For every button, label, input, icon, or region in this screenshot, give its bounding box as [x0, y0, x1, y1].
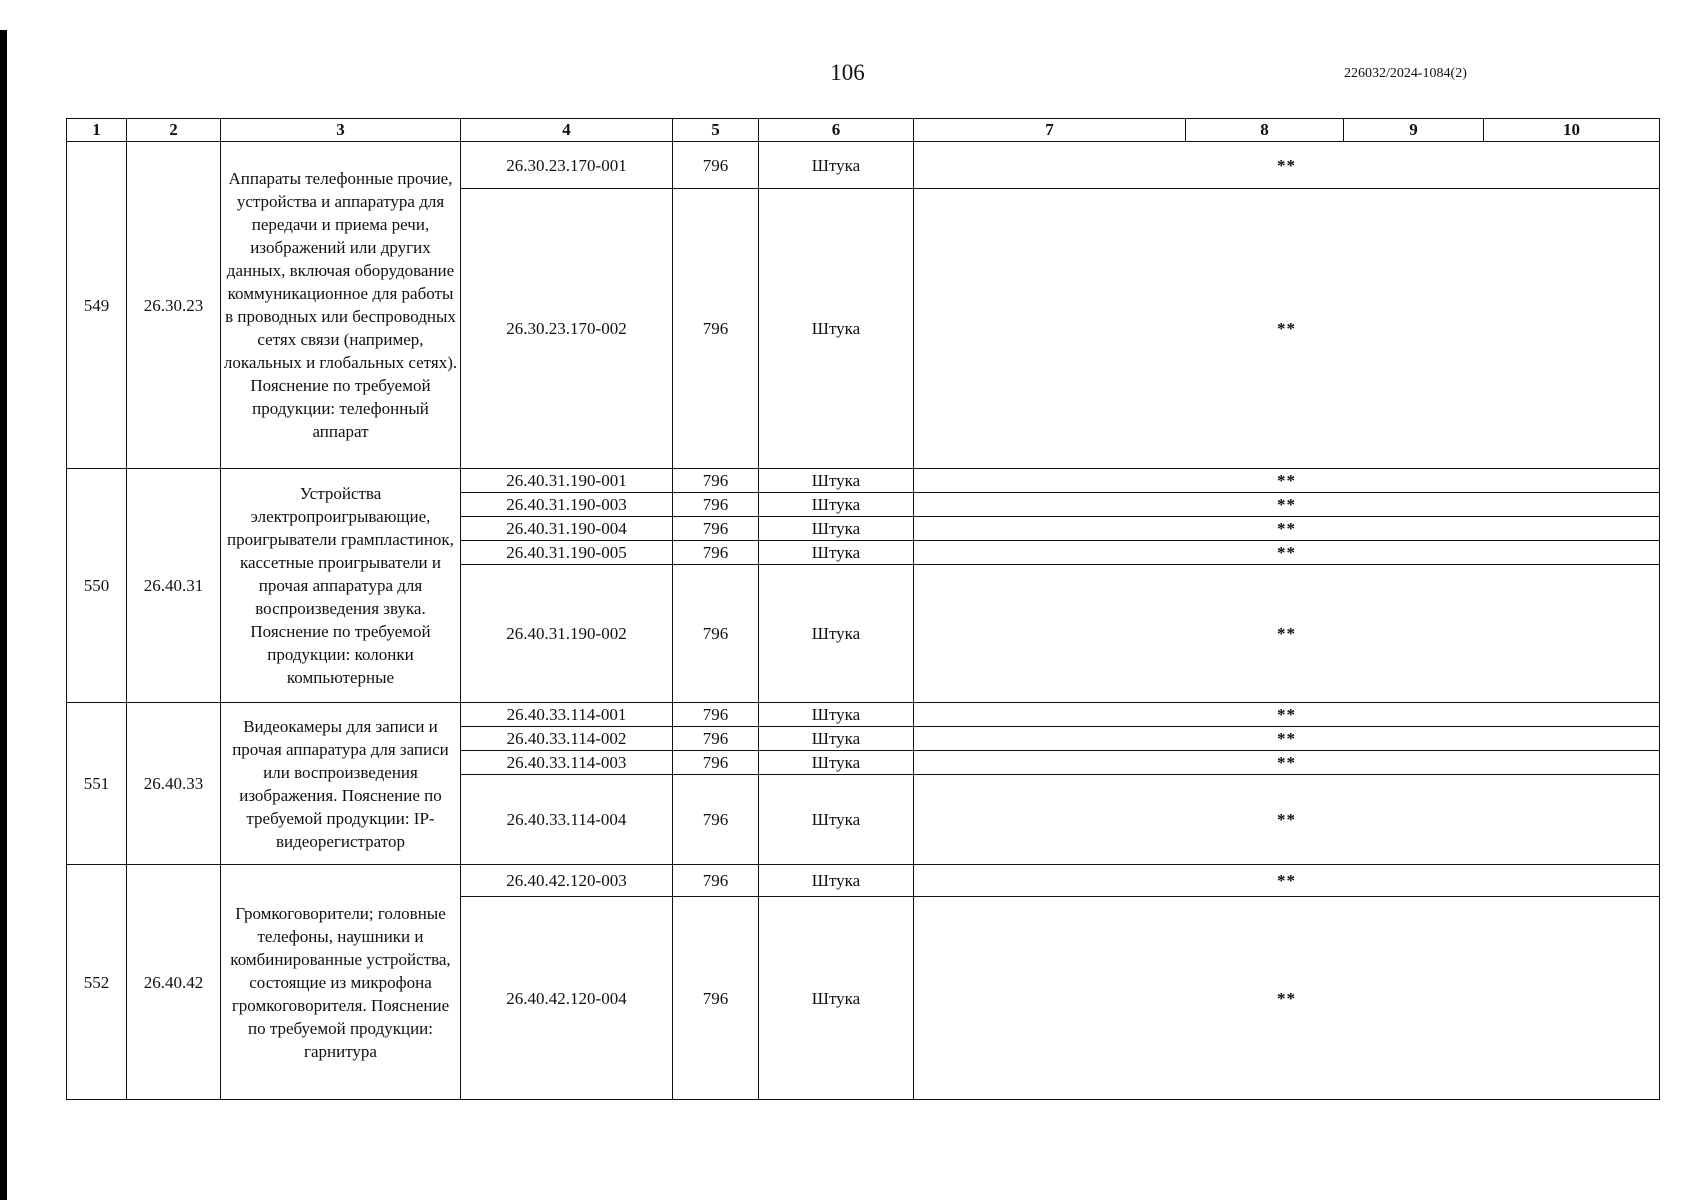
requirements-mark: ** [914, 751, 1660, 775]
ktru-code: 26.40.31.190-003 [461, 493, 673, 517]
unit-name: Штука [759, 775, 914, 865]
ktru-code: 26.40.31.190-001 [461, 469, 673, 493]
header-cell: 2 [127, 119, 221, 142]
ktru-code: 26.40.31.190-004 [461, 517, 673, 541]
okpd-code: 26.40.33 [127, 703, 221, 865]
unit-name: Штука [759, 727, 914, 751]
ktru-code: 26.40.42.120-003 [461, 865, 673, 897]
requirements-mark: ** [914, 565, 1660, 703]
okei-code: 796 [673, 493, 759, 517]
table-row [67, 865, 1660, 897]
okei-code: 796 [673, 517, 759, 541]
row-number: 550 [67, 469, 127, 703]
ktru-code: 26.40.33.114-002 [461, 727, 673, 751]
table-row [67, 142, 1660, 189]
ktru-code: 26.40.31.190-002 [461, 565, 673, 703]
header-cell: 10 [1484, 119, 1660, 142]
unit-name: Штука [759, 517, 914, 541]
scan-edge [0, 30, 7, 1200]
unit-name: Штука [759, 469, 914, 493]
table-row [67, 703, 1660, 727]
unit-name: Штука [759, 189, 914, 469]
header-cell: 5 [673, 119, 759, 142]
okei-code: 796 [673, 751, 759, 775]
row-number: 551 [67, 703, 127, 865]
okei-code: 796 [673, 565, 759, 703]
okei-code: 796 [673, 189, 759, 469]
header-cell: 4 [461, 119, 673, 142]
page-number: 106 [830, 60, 865, 85]
header-cell: 7 [914, 119, 1186, 142]
header-cell: 1 [67, 119, 127, 142]
requirements-mark: ** [914, 897, 1660, 1100]
requirements-mark: ** [914, 517, 1660, 541]
product-description: Устройства электропроигрывающие, проигрыватели грампластинок, кассетные проигрыватели и прочая аппаратура для воспроизведения звука. Пояснение по требуемой продукции: колонки компьютерные [221, 469, 461, 703]
ktru-code: 26.30.23.170-002 [461, 189, 673, 469]
okei-code: 796 [673, 703, 759, 727]
product-description: Видеокамеры для записи и прочая аппаратура для записи или воспроизведения изображения. Пояснение по требуемой продукции: IP-видеорегистратор [221, 703, 461, 865]
unit-name: Штука [759, 565, 914, 703]
okei-code: 796 [673, 775, 759, 865]
requirements-mark: ** [914, 469, 1660, 493]
ktru-code: 26.40.33.114-004 [461, 775, 673, 865]
header-cell: 3 [221, 119, 461, 142]
requirements-mark: ** [914, 142, 1660, 189]
unit-name: Штука [759, 541, 914, 565]
product-description: Громкоговорители; головные телефоны, наушники и комбинированные устройства, состоящие из микрофона громкоговорителя. Пояснение по требуемой продукции: гарнитура [221, 865, 461, 1100]
okei-code: 796 [673, 142, 759, 189]
header-cell: 9 [1344, 119, 1484, 142]
okei-code: 796 [673, 897, 759, 1100]
document-id: 226032/2024-1084(2) [1344, 66, 1467, 81]
requirements-mark: ** [914, 541, 1660, 565]
unit-name: Штука [759, 751, 914, 775]
requirements-mark: ** [914, 775, 1660, 865]
ktru-code: 26.40.42.120-004 [461, 897, 673, 1100]
unit-name: Штука [759, 703, 914, 727]
ktru-code: 26.40.33.114-003 [461, 751, 673, 775]
row-number: 552 [67, 865, 127, 1100]
ktru-code: 26.40.31.190-005 [461, 541, 673, 565]
row-number: 549 [67, 142, 127, 469]
header-row [67, 119, 1660, 142]
products-table [66, 118, 1660, 1100]
table-row [67, 469, 1660, 493]
requirements-mark: ** [914, 493, 1660, 517]
requirements-mark: ** [914, 727, 1660, 751]
requirements-mark: ** [914, 865, 1660, 897]
okpd-code: 26.40.42 [127, 865, 221, 1100]
requirements-mark: ** [914, 189, 1660, 469]
unit-name: Штука [759, 493, 914, 517]
okei-code: 796 [673, 469, 759, 493]
unit-name: Штука [759, 142, 914, 189]
product-description: Аппараты телефонные прочие, устройства и аппаратура для передачи и приема речи, изображений или других данных, включая оборудование коммуникационное для работы в проводных или беспроводных сетях связи (например, локальных и глобальных сетях). Пояснение по требуемой продукции: телефонный аппарат [221, 142, 461, 469]
unit-name: Штука [759, 897, 914, 1100]
requirements-mark: ** [914, 703, 1660, 727]
okei-code: 796 [673, 727, 759, 751]
header-cell: 6 [759, 119, 914, 142]
okpd-code: 26.30.23 [127, 142, 221, 469]
ktru-code: 26.30.23.170-001 [461, 142, 673, 189]
ktru-code: 26.40.33.114-001 [461, 703, 673, 727]
okei-code: 796 [673, 541, 759, 565]
okpd-code: 26.40.31 [127, 469, 221, 703]
unit-name: Штука [759, 865, 914, 897]
header-cell: 8 [1186, 119, 1344, 142]
okei-code: 796 [673, 865, 759, 897]
